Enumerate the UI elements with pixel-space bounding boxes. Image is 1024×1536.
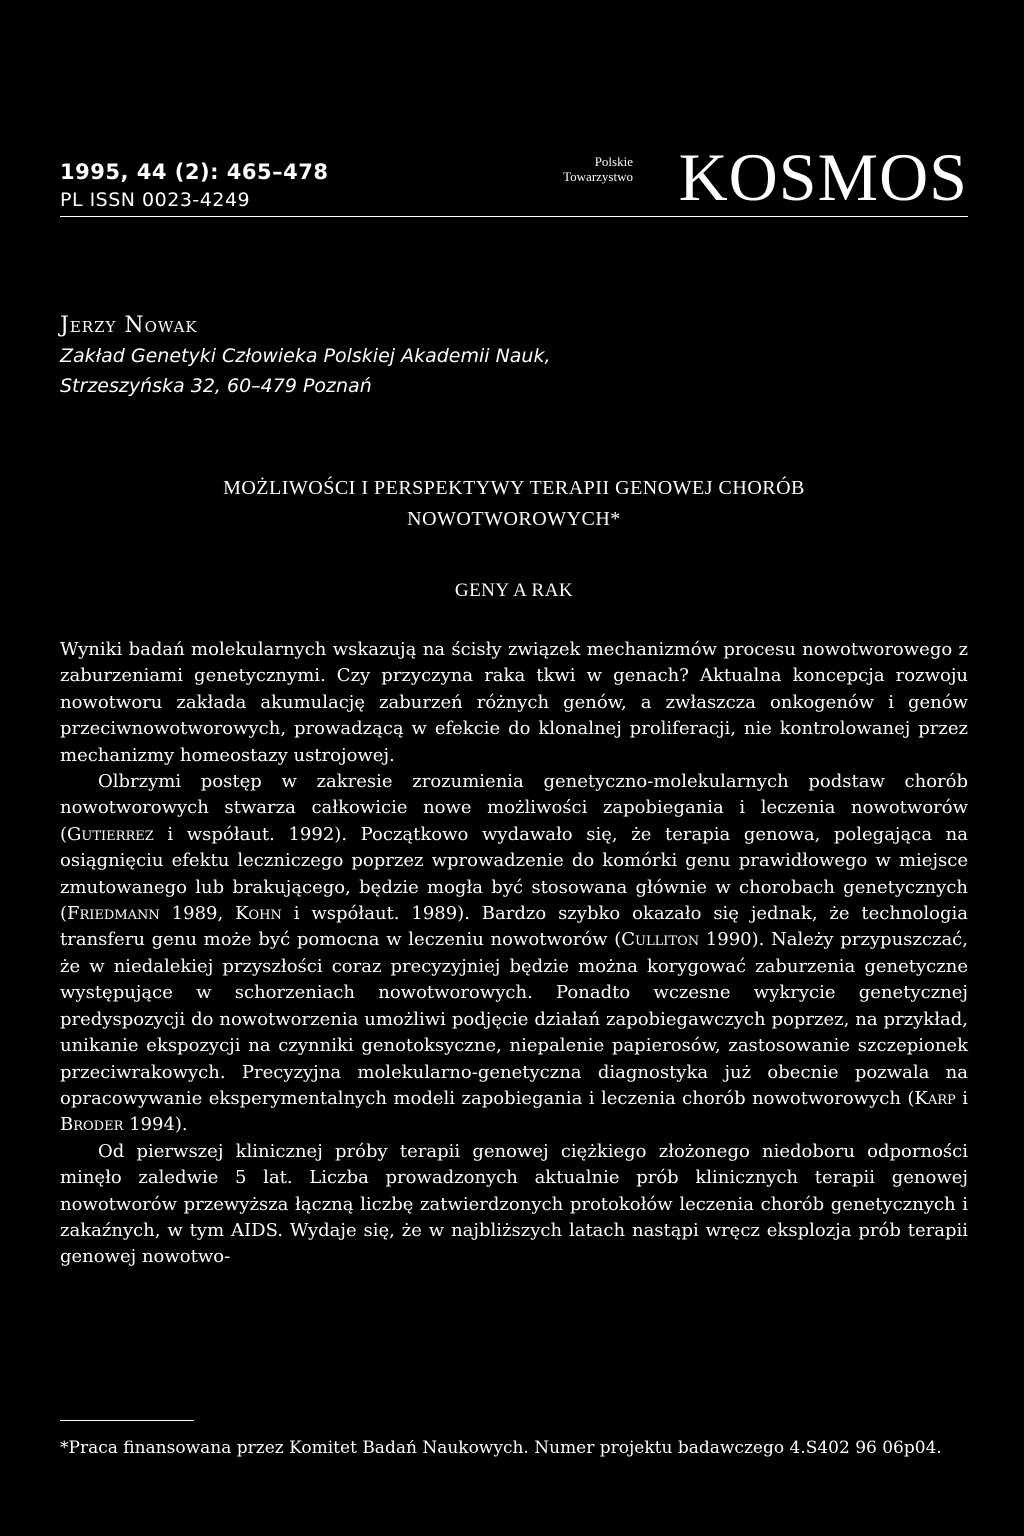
- paragraph-2-text: i współaut. 1992). Początkowo wydawało się, że terapia genowa, polegająca na osiągnięciu efektu leczniczego poprzez wprowadzenie do komórki genu prawidłowego w miejsce zmutowanego lub brakującego, będzie mogła być stosowana głównie w chorobach genetycznych (: [60, 823, 968, 925]
- journal-title: KOSMOS: [678, 139, 968, 215]
- article-body: [60, 637, 968, 1271]
- paragraph-2: [60, 769, 968, 1139]
- citation-block: [60, 158, 328, 214]
- paragraph-2-text: i: [955, 1087, 968, 1109]
- paragraph-2-text: 1990). Należy przypuszczać, że w niedalekiej przyszłości coraz precyzyjniej będzie można korygować zaburzenia genetyczne występujące w schorzeniach nowotworowych. Ponadto wczesne wykrycie genetycznej predyspozycji do nowotworzenia umożliwi podjęcie działań zapobiegawczych poprzez, na przykład, unikanie ekspozycji na czynniki genotoksyczne, niepalenie papierosów, zastosowanie szczepionek przeciwrakowych. Precyzyjna molekularno-genetyczna diagnostyka już obecnie pozwala na opracowywanie eksperymentalnych modeli zapobiegania i leczenia chorób nowotworowych (: [60, 929, 968, 1109]
- affiliation-line-2: Strzeszyńska 32, 60–479 Poznań: [60, 375, 372, 397]
- citation-author: Broder: [60, 1114, 124, 1136]
- paragraph-2-text: 1989,: [159, 903, 236, 925]
- affiliation-line-1: Zakład Genetyki Człowieka Polskiej Akademii Nauk,: [60, 345, 551, 367]
- citation-author: Friedmann: [67, 903, 160, 925]
- article-title: [60, 473, 968, 535]
- paragraph-2-text: Olbrzymi postęp w zakresie zrozumienia genetyczno-molekularnych podstaw chorób nowotworowych stwarza całkowicie nowe możliwości zapobiegania i leczenia nowotworów (: [60, 771, 968, 845]
- title-line-1: MOŻLIWOŚCI I PERSPEKTYWY TERAPII GENOWEJ CHORÓB: [223, 477, 805, 499]
- journal-header: [60, 139, 968, 215]
- society-line-1: Polskie: [594, 154, 633, 169]
- paragraph-2-text: 1994).: [123, 1114, 188, 1136]
- paragraph-3: Od pierwszej klinicznej próby terapii genowej ciężkiego złożonego niedoboru odporności minęło zaledwie 5 lat. Liczba prowadzonych aktualnie prób klinicznych terapii genowej nowotworów przewyższa łączną liczbę zatwierdzonych protokołów leczenia chorób genetycznych i zakaźnych, w tym AIDS. Wydaje się, że w najbliższych latach nastąpi wręcz eksplozja prób terapii genowej nowotwo-: [60, 1140, 968, 1268]
- citation-author: Gutierrez: [67, 823, 154, 845]
- section-heading: GENY A RAK: [454, 580, 574, 601]
- title-line-2: NOWOTWOROWYCH*: [407, 508, 621, 530]
- issue-citation: 1995, 44 (2): 465–478: [60, 160, 329, 184]
- paragraph-2-text: i współaut. 1989). Bardzo szybko okazało się jednak, że technologia transferu genu może być pomocna w leczeniu nowotworów (: [60, 903, 968, 951]
- footnote-rule: [60, 1420, 194, 1421]
- paragraph-1: Wyniki badań molekularnych wskazują na ścisły związek mechanizmów procesu nowotworowego z zaburzeniami genetycznymi. Czy przyczyna raka tkwi w genach? Aktualna koncepcja rozwoju nowotworu zakłada akumulację zaburzeń różnych genów, a zwłaszcza onkogenów i genów przeciwnowotworowych, prowadzącą w efekcie do klonalnej proliferacji, nie kontrolowanej przez mechanizmy homeostazy ustrojowej.: [60, 639, 968, 766]
- society-name: [533, 154, 633, 184]
- header-rule: [60, 216, 968, 217]
- issn-number: PL ISSN 0023-4249: [60, 189, 251, 211]
- society-line-2: Towarzystwo: [563, 169, 633, 184]
- citation-author: Culliton: [621, 929, 700, 951]
- author-name: Jerzy Nowak: [60, 313, 198, 338]
- citation-author: Kohn: [235, 903, 282, 925]
- footnote: *Praca finansowana przez Komitet Badań Naukowych. Numer projektu badawczego 4.S402 96 06p04.: [60, 1438, 942, 1458]
- citation-author: Karp: [914, 1087, 956, 1109]
